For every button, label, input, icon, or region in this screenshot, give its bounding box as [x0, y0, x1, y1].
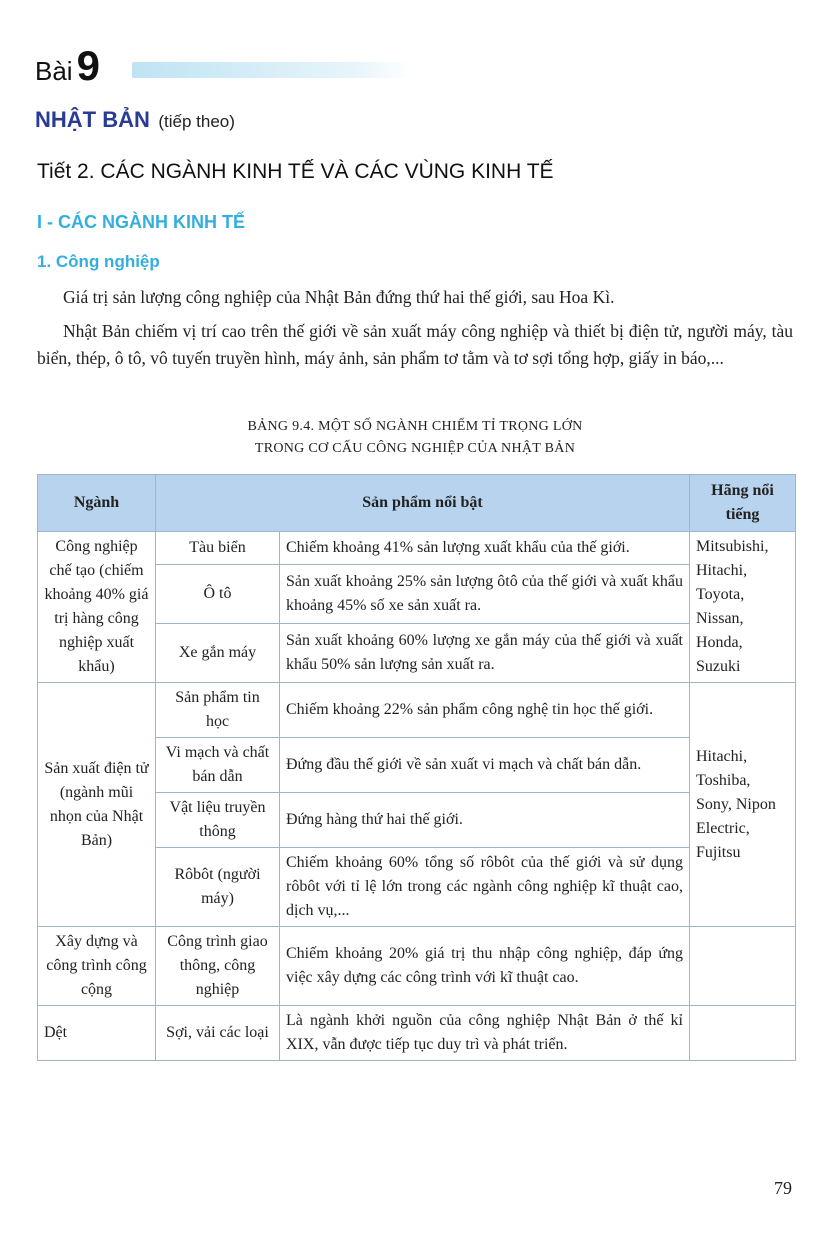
header-nganh: Ngành	[38, 475, 156, 532]
lesson-title	[35, 107, 235, 133]
description-cell: Chiếm khoảng 60% tổng số rôbôt của thế giới và sử dụng rôbôt với tỉ lệ lớn trong các ngành công nghiệp kĩ thuật cao, dịch vụ,...	[280, 848, 690, 927]
page-number: 79	[774, 1178, 792, 1198]
product-cell: Sợi, vải các loại	[156, 1006, 280, 1061]
table-caption	[37, 416, 793, 460]
companies-cell	[690, 927, 796, 1006]
table-row	[38, 683, 796, 738]
lesson-number: 9	[76, 42, 100, 89]
table-row	[38, 532, 796, 565]
table-header-row	[38, 475, 796, 532]
description-cell: Đứng đầu thế giới về sản xuất vi mạch và chất bán dẫn.	[280, 738, 690, 793]
product-cell: Công trình giao thông, công nghiệp	[156, 927, 280, 1006]
product-cell: Xe gắn máy	[156, 624, 280, 683]
caption-line: TRONG CƠ CẤU CÔNG NGHIỆP CỦA NHẬT BẢN	[254, 441, 576, 456]
header-san-pham: Sản phẩm nổi bật	[156, 475, 690, 532]
companies-cell: Hitachi, Toshiba, Sony, Nipon Electric, Fujitsu	[690, 683, 796, 927]
industry-table	[37, 474, 796, 1061]
product-cell: Sản phẩm tin học	[156, 683, 280, 738]
industry-cell: Công nghiệp chế tạo (chiếm khoảng 40% giá trị hàng công nghiệp xuất khẩu)	[38, 532, 156, 683]
description-cell: Là ngành khởi nguồn của công nghiệp Nhật Bản ở thế kỉ XIX, vẫn được tiếp tục duy trì và phát triển.	[280, 1006, 690, 1061]
companies-cell	[690, 1006, 796, 1061]
product-cell: Rôbôt (người máy)	[156, 848, 280, 927]
description-cell: Đứng hàng thứ hai thế giới.	[280, 793, 690, 848]
decorative-ribbon	[132, 62, 412, 78]
description-cell: Chiếm khoảng 41% sản lượng xuất khẩu của thế giới.	[280, 532, 690, 565]
caption-line: BẢNG 9.4. MỘT SỐ NGÀNH CHIẾM TỈ TRỌNG LỚN	[247, 419, 583, 434]
paragraph: Nhật Bản chiếm vị trí cao trên thế giới về sản xuất máy công nghiệp và thiết bị điện tử, người máy, tàu biển, thép, ô tô, vô tuyến truyền hình, máy ảnh, sản phẩm tơ tằm và tơ sợi tổng hợp, giấy in báo,...	[37, 321, 793, 368]
description-cell: Sản xuất khoảng 25% sản lượng ôtô của thế giới và xuất khẩu khoảng 45% số xe sản xuất ra.	[280, 565, 690, 624]
industry-cell: Xây dựng và công trình công cộng	[38, 927, 156, 1006]
description-cell: Chiếm khoảng 22% sản phẩm công nghệ tin học thế giới.	[280, 683, 690, 738]
product-cell: Ô tô	[156, 565, 280, 624]
description-cell: Chiếm khoảng 20% giá trị thu nhập công nghiệp, đáp ứng việc xây dựng các công trình với kĩ thuật cao.	[280, 927, 690, 1006]
product-cell: Vật liệu truyền thông	[156, 793, 280, 848]
country-name: NHẬT BẢN	[35, 107, 150, 132]
period-title: Tiết 2. CÁC NGÀNH KINH TẾ VÀ CÁC VÙNG KINH TẾ	[37, 160, 554, 183]
product-cell: Tàu biển	[156, 532, 280, 565]
lesson-label	[35, 42, 100, 90]
paragraph: Giá trị sản lượng công nghiệp của Nhật Bản đứng thứ hai thế giới, sau Hoa Kì.	[63, 287, 615, 307]
continuation-note: (tiếp theo)	[158, 112, 235, 131]
lesson-word: Bài	[35, 56, 73, 86]
header-hang: Hãng nổi tiếng	[690, 475, 796, 532]
table-row	[38, 1006, 796, 1061]
subsection-heading: 1. Công nghiệp	[37, 252, 160, 271]
companies-cell: Mitsubishi, Hitachi, Toyota, Nissan, Honda, Suzuki	[690, 532, 796, 683]
industry-cell: Sản xuất điện tử (ngành mũi nhọn của Nhật Bản)	[38, 683, 156, 927]
description-cell: Sản xuất khoảng 60% lượng xe gắn máy của thế giới và xuất khẩu 50% sản lượng sản xuất ra.	[280, 624, 690, 683]
section-heading: I - CÁC NGÀNH KINH TẾ	[37, 212, 245, 232]
product-cell: Vi mạch và chất bán dẫn	[156, 738, 280, 793]
industry-cell: Dệt	[38, 1006, 156, 1061]
table-row	[38, 927, 796, 1006]
